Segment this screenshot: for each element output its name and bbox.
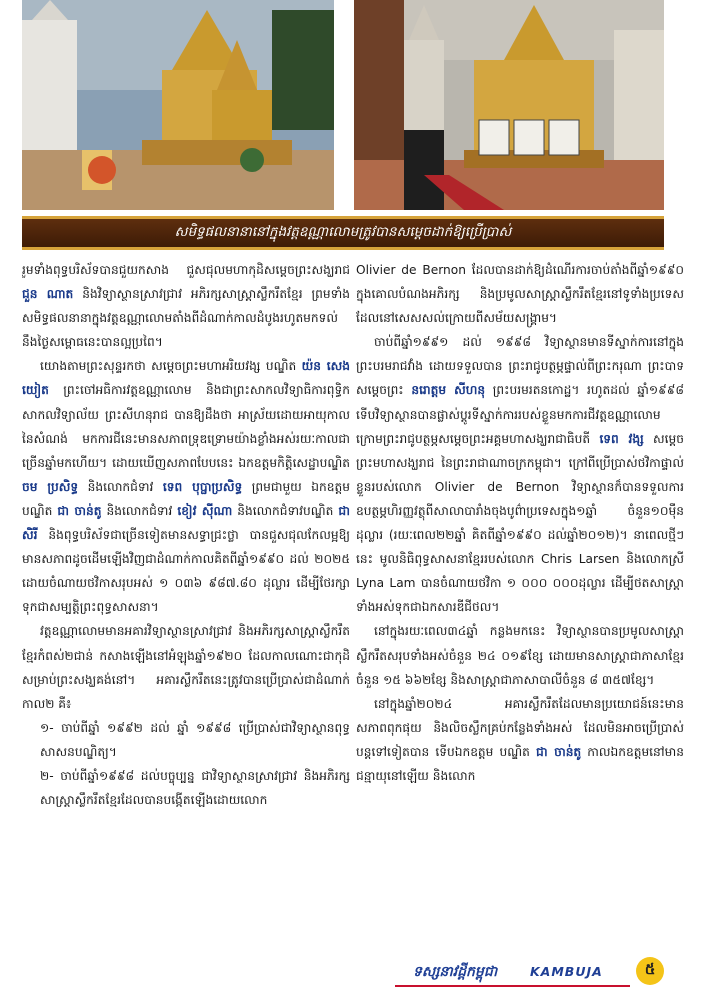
text-run: Olivier de Bernon ដែលបានដាក់ឱ្យដំណើរការចាប់តាំងពីឆ្នាំ១៩៩០ ក្នុងគោលបំណងអភិរក្ស និងប្រមូលសាស្ត្រាស្លឹករឹតខ្មែរនៅទូទាំងប្រទេស ដែលនៅសេសសល់ក្រោយពីសម័យសង្គ្រាម។ (356, 263, 684, 326)
paragraph (356, 619, 684, 691)
person-name: ជួន ណាត (22, 287, 74, 302)
text-run: នៅក្នុងឆ្នាំ២០២៤ អគារស្លឹករឹតដែលមានប្រយោជន៍នេះមានសភាពពុកផុយ និងលិចស្លឹកគ្រប់កន្លែងទាំងអស់ ដែលមិនអាចប្រើប្រាស់បន្តទៅទៀតបាន ទើបឯកឧត្តម បណ្ឌិត (356, 696, 684, 759)
text-run: សម្ដេចព្រះមហាសង្ឃរាជ នៃព្រះរាជាណាចក្រកម្ពុជា។ ក្រៅពីប្រើប្រាស់ថវិកាផ្ទាល់ខ្លួនរបស់លោក Olivier de Bernon វិទ្យាស្ថានក៏បានទទួលការឧបត្ថម្ភហិរញ្ញវត្ថុពីសាលាបារាំងចុងបូព៌ាប្រទេសក្នុង១ឆ្នាំ ចំនួន១០ម៉ឺនដុល្លារ (រយៈពេល២២ឆ្នាំ គិតពីឆ្នាំ១៩៩០ ដល់ឆ្នាំ២០១២)។ នាពេលថ្មីៗនេះ មូលនិធិពុទ្ធសាសនាខ្មែររបស់លោក Chris Larsen និងលោកស្រី Lyna Lam បានចំណាយថវិកា ១ ០០០ ០០០ដុល្លារ ដើម្បីថតសាស្ត្រាទាំងអស់ទុកជាឯកសារឌីជីថល។ (356, 431, 684, 615)
text-run: និងពុទ្ធបរិស័ទជាច្រើនទៀតមានសទ្ធាជ្រះថ្លា បានជួសជុលកែលម្អឱ្យមានសភាពដូចដើមឡើងវិញជាដំណាក់កាលគិតពីឆ្នាំ១៩៩០ ដល់ ២០២៥ ដោយចំណាយថវិកាសរុបអស់ ១ ០៣៦ ៩៨៧.៨០ ដុល្លារ ដើម្បីថែរក្សាទុកជាសម្បត្តិព្រះពុទ្ធសាសនា។ (22, 528, 350, 615)
person-name: យ៉ន សេង យៀត (22, 359, 350, 398)
list-item (22, 716, 350, 764)
temple-photo-right (354, 0, 664, 210)
paragraph (356, 692, 684, 788)
person-name: ជា ចាន់តូ (57, 503, 102, 518)
text-run: កាលឯកឧត្តមនៅមានជន្មាយុនៅឡើយ និងលោក (356, 744, 684, 783)
paragraph (22, 354, 350, 619)
text-run: ចាប់ពីឆ្នាំ១៩៩១ ដល់ ១៩៩៨ វិទ្យាស្ថានមានទីស្នាក់ការនៅក្នុងព្រះបរមរាជវាំង ដោយទទួលបាន ព្រះរាជូបត្ថម្ភផ្ទាល់ពីព្រះករុណា ព្រះបាទសម្ដេចព្រះ (356, 335, 684, 398)
person-name: ជា សិរី (22, 503, 350, 543)
text-run: ព្រមជាមួយ ឯកឧត្តម បណ្ឌិត (22, 479, 350, 518)
magazine-title: ទស្សនាវដ្ដីកម្ពុជា (413, 964, 498, 980)
paragraph (356, 330, 684, 619)
page-number: ៥ (636, 957, 664, 985)
text-run: និងលោកជំទាវ (101, 503, 178, 518)
person-name: ជា ចាន់តូ (536, 744, 582, 759)
photo-caption: សមិទ្ធផលនានានៅក្នុងវត្តឧណ្ណាលោមត្រូវបានសម្ដេចដាក់ឱ្យប្រើប្រាស់ (174, 224, 512, 240)
text-run: ព្រះចៅអធិការវត្តឧណ្ណាលោម និងជាព្រះសាកលវិទ្យាធិការពុទ្ធិកសាកលវិទ្យាល័យ ព្រះសីហនុរាជ បានឱ្យដឹងថា អាស្រ័យដោយអាយុកាលនៃសំណង់ មកការជីនេះមានសភាពទ្រុឌទ្រោមយ៉ាងខ្លាំងអស់រយៈកាលជាច្រើនឆ្នាំមកហើយ។ ដោយឃើញសភាពបែបនេះ ឯកឧត្ដមកិត្តិសេដ្ឋាបណ្ឌិត (22, 383, 350, 470)
paragraph (22, 619, 350, 715)
text-run: រួមទាំងពុទ្ធបរិស័ទបានជួយកសាង ជួសជុលមហាកុដិសម្ដេចព្រះសង្ឃរាជ (22, 263, 350, 277)
text-run: និងវិទ្យាស្ថានស្រាវជ្រាវ អភិរក្សសាស្ត្រាស្លឹករឹតខ្មែរ ព្រមទាំងសមិទ្ធផលនានាក្នុងវត្តឧណ្ណាលោមតាំងពីដំណាក់កាលដំបូងរហូតមកទល់នឹងថ្ងៃសម្ពោធនេះបានល្អប្រពៃ។ (22, 287, 350, 350)
magazine-brand: KAMBUJA (530, 964, 603, 979)
text-run: ២- ចាប់ពីឆ្នាំ១៩៩៨ ដល់បច្ចុប្បន្ន ជាវិទ្យាស្ថានស្រាវជ្រាវ និងអភិរក្សសាស្ត្រាស្លឹករឹតខ្មែរដែលបានបង្កើតឡើងដោយលោក (40, 768, 350, 808)
person-name: នរោត្តម សីហនុ (411, 383, 486, 398)
text-run: នៅក្នុងរយៈពេល៣៤ឆ្នាំ កន្លងមកនេះ វិទ្យាស្ថានបានប្រមូលសាស្ត្រាស្លឹករឹតសរុបទាំងអស់ចំនួន ២៤ ០១៩ខ្សែ ដោយមានសាស្ត្រាជាភាសាខ្មែរចំនួន ១៥ ៦៦២ខ្សែ និងសាស្ត្រាជាភាសាបាលីចំនួន ៨ ៣៥៧ខ្សែ។ (356, 624, 684, 687)
person-name: ខៀវ ស៊ីណា (177, 503, 233, 518)
article-column-right (356, 258, 684, 948)
text-run: វត្តឧណ្ណាលោមមានអគារវិទ្យាស្ថានស្រាវជ្រាវ និងអភិរក្សសាស្ត្រាស្លឹករឹតខ្មែរកំពស់២ជាន់ កសាងឡើងនៅអំឡុងឆ្នាំ១៩២០ ដែលកាលណោះជាកុដិសម្រាប់ព្រះសង្ឃគង់នៅ។ អគារស្លឹករឹតនេះត្រូវបានប្រើប្រាស់ជាដំណាក់កាល២ គឺ៖ (22, 624, 350, 711)
text-run: និងលោកជំទាវ (78, 479, 163, 494)
text-run: យោងតាមព្រះសុន្ទរកថា សម្ដេចព្រះមហាអរិយវង្ស បណ្ឌិត (40, 359, 302, 374)
person-name: ទេព វង្ស (599, 431, 644, 446)
person-name: ទេព បុប្ផាប្រសិទ្ធ (162, 479, 243, 494)
person-name: ចម ប្រសិទ្ធ (22, 479, 79, 494)
text-run: ១- ចាប់ពីឆ្នាំ ១៩៩២ ដល់ ឆ្នាំ ១៩៩៨ ប្រើប្រាស់ជាវិទ្យាស្ថានពុទ្ធសាសនបណ្ឌិត្យ។ (40, 720, 350, 759)
photo-caption-bar (22, 216, 664, 250)
text-run: និងលោកជំទាវបណ្ឌិត (232, 503, 339, 518)
temple-photo-left-graphic (22, 0, 334, 210)
temple-photo-right-graphic (354, 0, 664, 210)
temple-photo-left (22, 0, 334, 210)
paragraph (22, 258, 350, 354)
text-run: ព្រះបរមរតនកោដ្ឋ។ រហូតដល់ ឆ្នាំ១៩៩៨ ទើបវិទ្យាស្ថានបានផ្លាស់ប្ដូរទីស្នាក់ការរបស់ខ្លួនមកការជីវត្តឧណ្ណាលោម ក្រោមព្រះរាជូបត្ថម្ភសម្ដេចព្រះអគ្គមហាសង្ឃរាជាធិបតី (356, 383, 684, 446)
article-column-left (22, 258, 350, 948)
paragraph (356, 258, 684, 330)
footer-divider (395, 985, 630, 987)
list-item (22, 764, 350, 812)
